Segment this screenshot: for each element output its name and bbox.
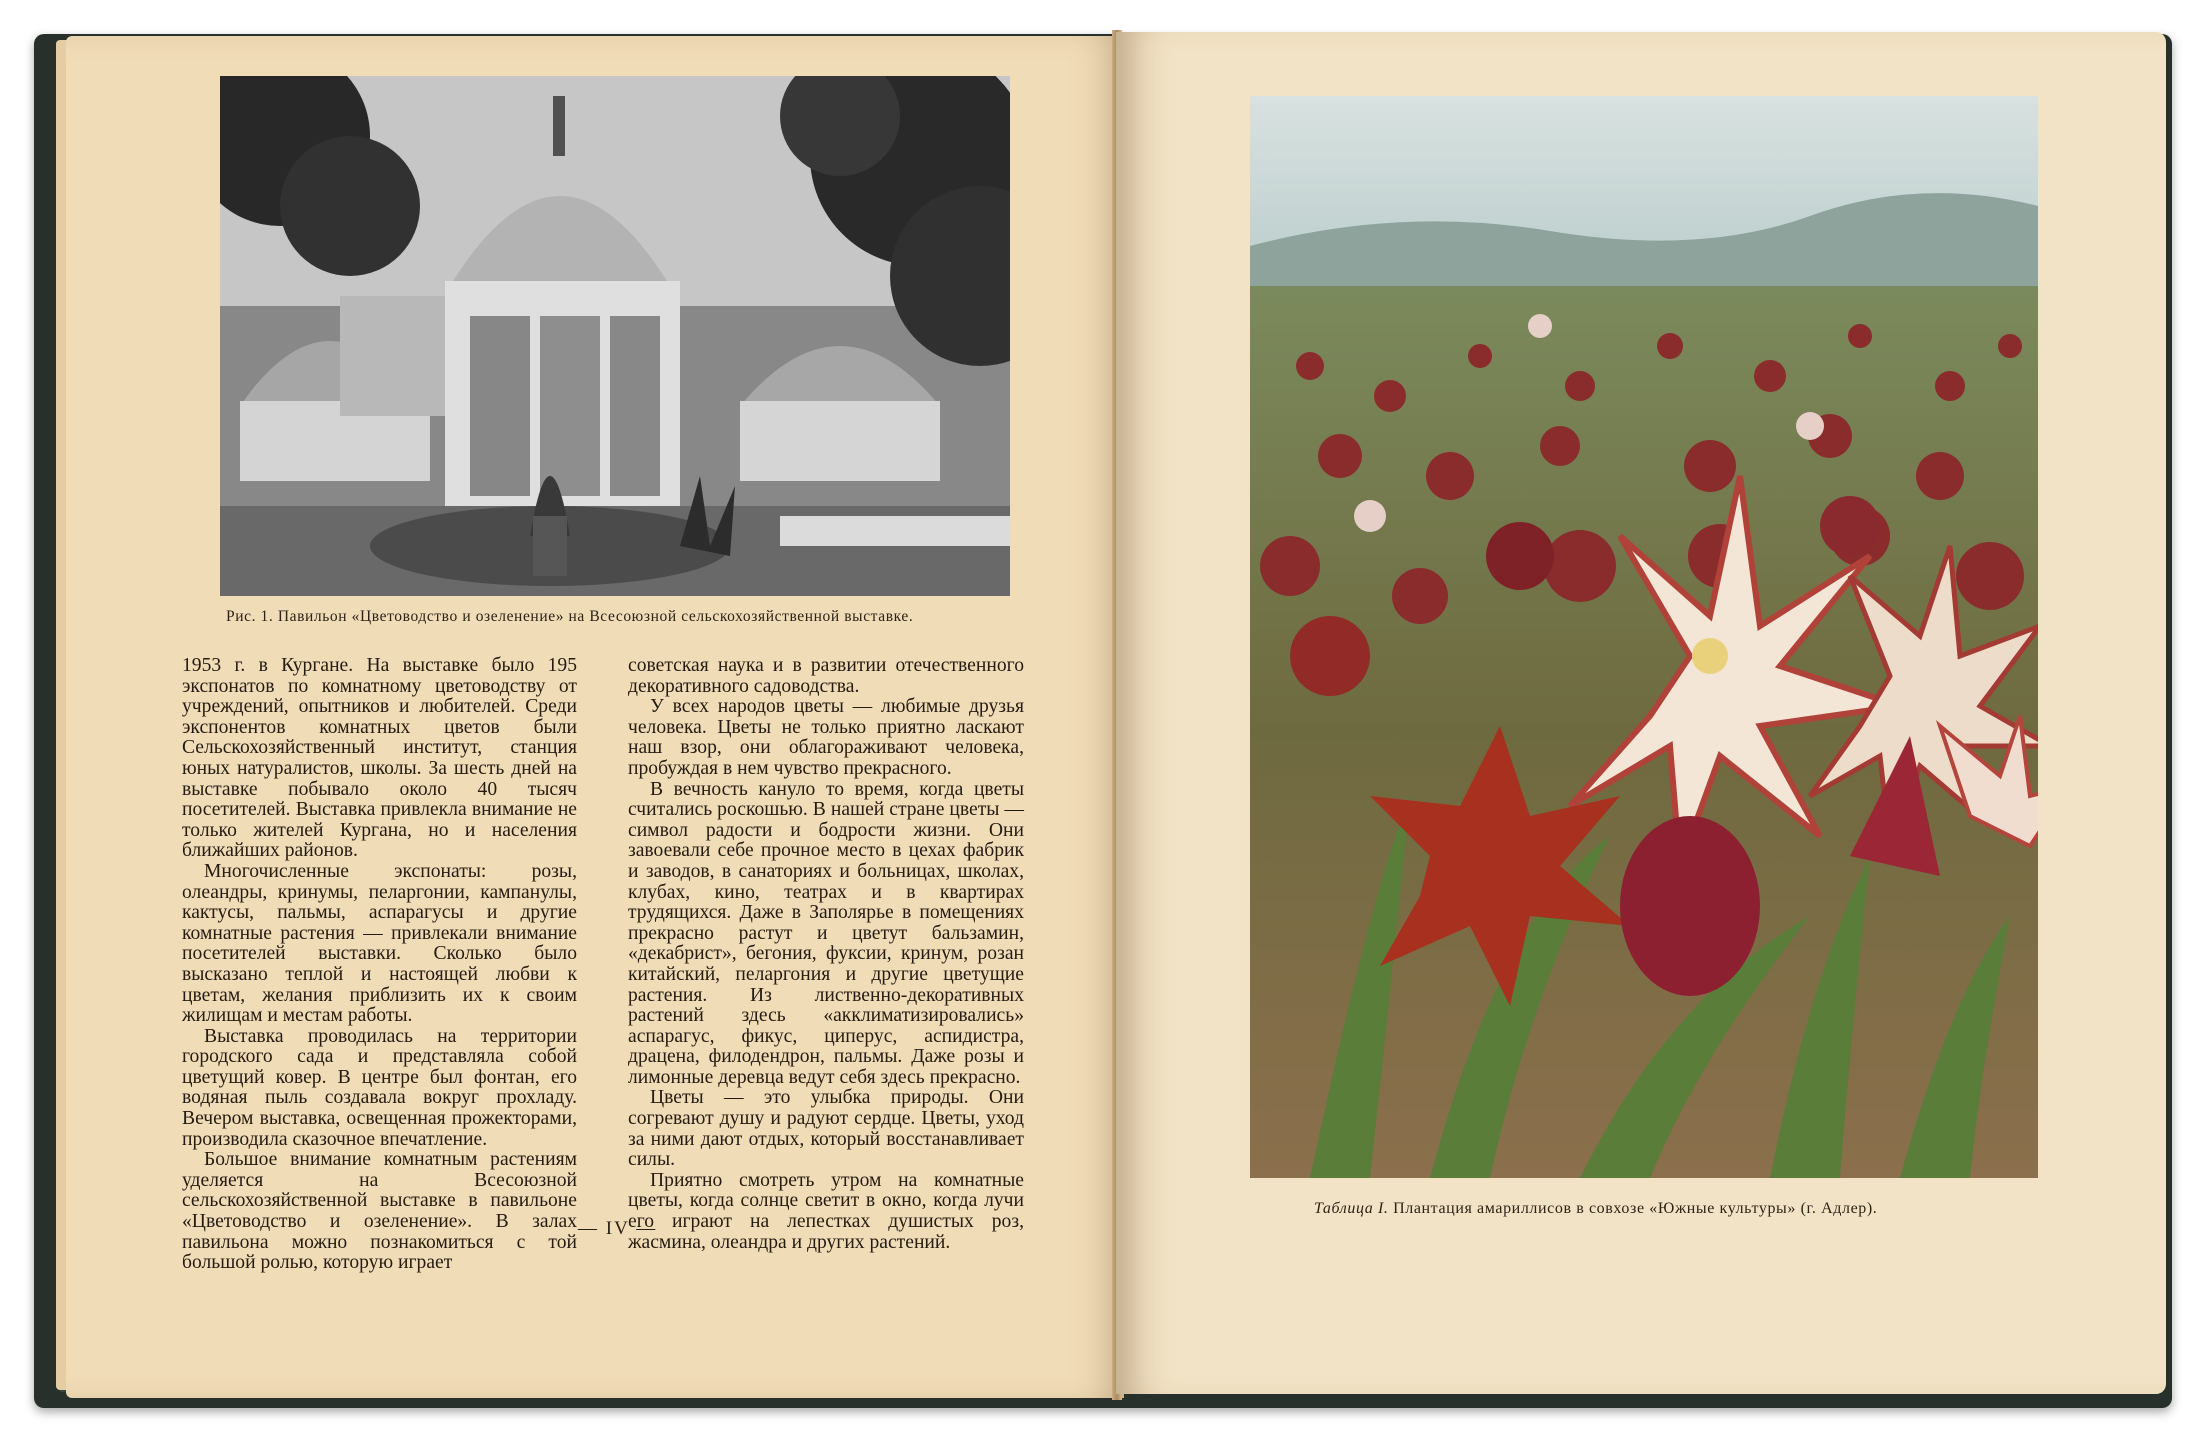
paragraph: Приятно смотреть утром на комнатные цветы, когда солнце светит в окно, когда лучи его играют на лепестках душистых роз, жасмина, олеандра и других растений. (628, 1169, 1024, 1253)
page-number: — IV — (578, 1218, 658, 1239)
pavilion-photo (220, 76, 1010, 596)
text-column-1 (182, 656, 577, 1274)
plate-caption (1314, 1200, 1877, 1218)
paragraph: Большое внимание комнатным растениям уделяется на Всесоюзной сельскохозяйственной выставке в павильоне «Цветоводство и озеленение». В залах павильона можно познакомиться с той большой ролью, которую играет (182, 1149, 577, 1274)
right-page (1116, 32, 2166, 1394)
paragraph: В вечность кануло то время, когда цветы считались роскошью. В нашей стране цветы — символ радости и бодрости жизни. Они завоевали себе прочное место в цехах фабрик и заводов, в санаториях и больницах, школах, клубах, кино, театрах и в квартирах трудящихся. Даже в Заполярье в помещениях прекрасно растут и цветут бальзамин, «декабрист», бегония, фуксии, кринум, розан китайский, пеларгония и другие цветущие растения. Из лиственно-декоративных растений здесь «акклиматизировались» аспарагус, фикус, циперус, аспидистра, драцена, филодендрон, пальмы. Даже розы и лимонные деревца ведут себя здесь прекрасно. (628, 778, 1024, 1088)
pavilion-photo-image (220, 76, 1010, 596)
paragraph: советская наука и в развитии отечественного декоративного садоводства. (628, 655, 1024, 697)
left-page (66, 36, 1124, 1398)
figure-caption: Рис. 1. Павильон «Цветоводство и озеленение» на Всесоюзной сельскохозяйственной выставке. (226, 608, 914, 625)
paragraph: 1953 г. в Кургане. На выставке было 195 экспонатов по комнатному цветоводству от учреждений, опытников и любителей. Среди экспонентов комнатных цветов были Сельскохозяйственный институт, станция юных натуралистов, школы. За шесть дней на выставке побывало около 40 тысяч посетителей. Выставка привлекла внимание не только жителей Кургана, но и населения ближайших районов. (182, 655, 577, 862)
amaryllis-painting (1250, 96, 2038, 1178)
amaryllis-painting-image (1250, 96, 2038, 1178)
paragraph: Выставка проводилась на территории городского сада и представляла собой цветущий ковер. В центре был фонтан, его водяная пыль создавала вокруг прохладу. Вечером выставка, освещенная прожекторами, производила сказочное впечатление. (182, 1025, 577, 1150)
paragraph: Цветы — это улыбка природы. Они согревают душу и радуют сердце. Цветы, уход за ними дают отдых, который восстанавливает силы. (628, 1087, 1024, 1171)
plate-caption-text: Плантация амариллисов в совхозе «Южные культуры» (г. Адлер). (1393, 1200, 1878, 1217)
paragraph: У всех народов цветы — любимые друзья человека. Цветы не только приятно ласкают наш взор, они облагораживают человека, пробуждая в нем чувство прекрасного. (628, 696, 1024, 779)
text-column-2 (628, 656, 1024, 1253)
paragraph: Многочисленные экспонаты: розы, олеандры, кринумы, пеларгонии, кампанулы, кактусы, пальмы, аспарагусы и другие комнатные растения — привлекали внимание посетителей выставки. Сколько было высказано теплой и настоящей любви к цветам, желания приблизить их к своим жилищам и местам работы. (182, 860, 577, 1027)
plate-caption-prefix: Таблица I. (1314, 1200, 1389, 1217)
